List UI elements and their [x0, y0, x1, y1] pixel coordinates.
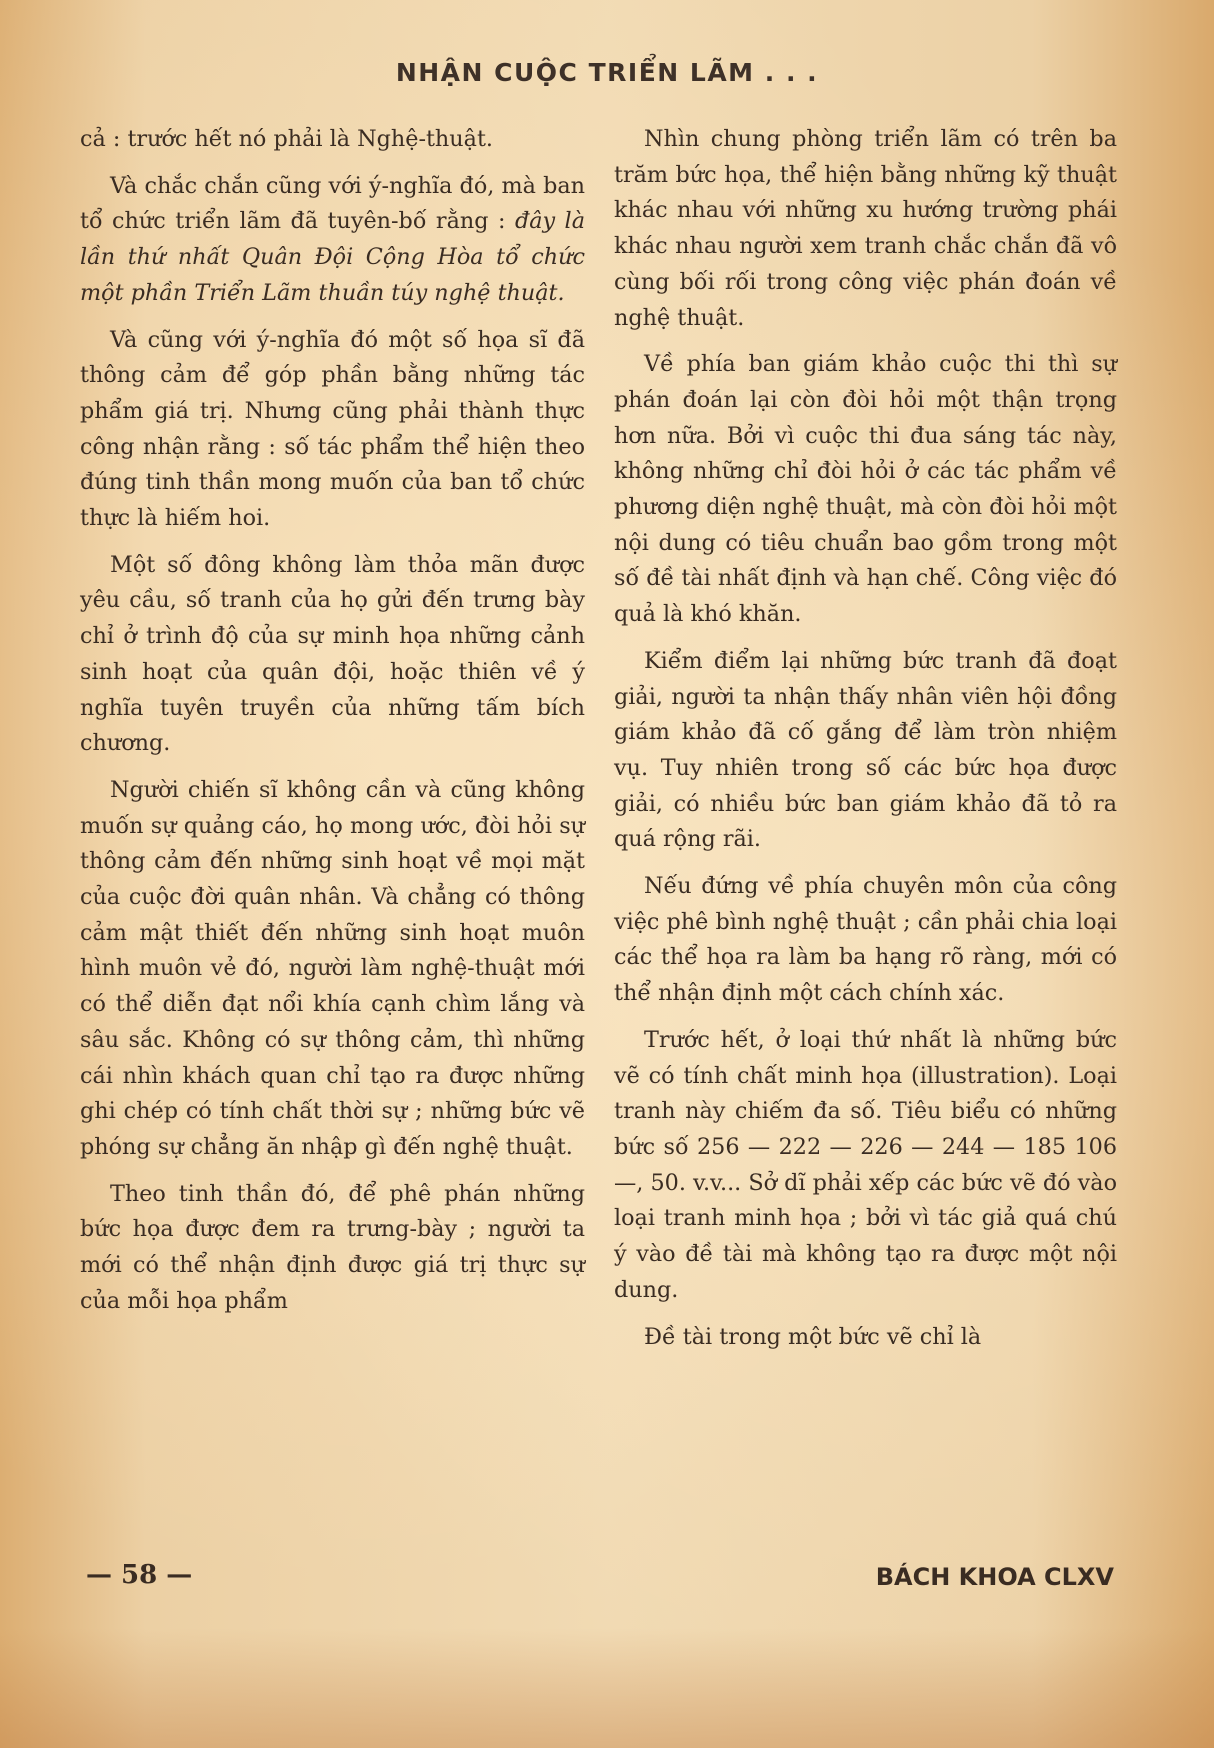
paragraph: Người chiến sĩ không cần và cũng không muốn sự quảng cáo, họ mong ước, đòi hỏi sự thông cảm đến những sinh hoạt về mọi mặt của cuộc đời quân nhân. Và chẳng có thông cảm mật thiết đến những sinh hoạt muôn hình muôn vẻ đó, người làm nghệ-thuật mới có thể diễn đạt nổi khía cạnh chìm lắng và sâu sắc. Không có sự thông cảm, thì những cái nhìn khách quan chỉ tạo ra được những ghi chép có tính chất thời sự ; những bức vẽ phóng sự chẳng ăn nhập gì đến nghệ thuật. — [80, 776, 585, 1160]
paragraph: Nhìn chung phòng triển lãm có trên ba trăm bức họa, thể hiện bằng những kỹ thuật khác nhau với những xu hướng trường phái khác nhau người xem tranh chắc chắn đã vô cùng bối rối trong công việc phán đoán về nghệ thuật. — [614, 126, 1117, 331]
paragraph: cả : trước hết nó phải là Nghệ-thuật. — [80, 126, 493, 152]
paragraph-text: Và chắc chắn cũng với ý-nghĩa đó, mà ban tổ chức triển lãm đã tuyên-bố rằng : — [80, 172, 585, 235]
paragraph: Kiểm điểm lại những bức tranh đã đoạt giải, người ta nhận thấy nhân viên hội đồng giám khảo đã cố gắng để làm tròn nhiệm vụ. Tuy nhiên trong số các bức họa được giải, có nhiều bức ban giám khảo đã tỏ ra quá rộng rãi. — [614, 647, 1117, 853]
left-column — [80, 122, 585, 1320]
paragraph: Nếu đứng về phía chuyên môn của công việc phê bình nghệ thuật ; cần phải chia loại các thể họa ra làm ba hạng rõ ràng, mới có thể nhận định một cách chính xác. — [614, 873, 1117, 1007]
page-number: — 58 — — [86, 1560, 193, 1590]
paragraph: Đề tài trong một bức vẽ chỉ là — [644, 1323, 982, 1350]
italic-quote: đây là lần thứ nhất Quân Đội Cộng Hòa tổ chức một phần Triển Lãm thuần túy nghệ thuật. — [80, 208, 585, 306]
paragraph: Về phía ban giám khảo cuộc thi thì sự phán đoán lại còn đòi hỏi một thận trọng hơn nữa. Bởi vì cuộc thi đua sáng tác này, không những chỉ đòi hỏi ở các tác phẩm về phương diện nghệ thuật, mà còn đòi hỏi một nội dung có tiêu chuẩn bao gồm trong một số đề tài nhất định và hạn chế. Công việc đó quả là khó khăn. — [614, 351, 1117, 628]
paragraph: Một số đông không làm thỏa mãn được yêu cầu, số tranh của họ gửi đến trưng bày chỉ ở trình độ của sự minh họa những cảnh sinh hoạt của quân đội, hoặc thiên về ý nghĩa tuyên truyền của những tấm bích chương. — [80, 551, 585, 757]
running-header: NHẬN CUỘC TRIỂN LÃM . . . — [395, 58, 819, 87]
right-column — [614, 122, 1117, 1355]
paragraph: Theo tinh thần đó, để phê phán những bức họa được đem ra trưng-bày ; người ta mới có thể nhận định được giá trị thực sự của mỗi họa phẩm — [80, 1180, 585, 1314]
paragraph: Và cũng với ý-nghĩa đó một số họa sĩ đã thông cảm để góp phần bằng những tác phẩm giá trị. Nhưng cũng phải thành thực công nhận rằng : số tác phẩm thể hiện theo đúng tinh thần mong muốn của ban tổ chức thực là hiếm hoi. — [80, 326, 585, 532]
paragraph — [80, 169, 585, 312]
paragraph: Trước hết, ở loại thứ nhất là những bức vẽ có tính chất minh họa (illustration). Loại tranh này chiếm đa số. Tiêu biểu có những bức số 256 — 222 — 226 — 244 — 185 106 —, 50. v.v... Sở dĩ phải xếp các bức vẽ đó vào loại tranh minh họa ; bởi vì tác giả quá chú ý vào đề tài mà không tạo ra được một nội dung. — [614, 1026, 1117, 1303]
journal-issue: BÁCH KHOA CLXV — [875, 1563, 1114, 1591]
